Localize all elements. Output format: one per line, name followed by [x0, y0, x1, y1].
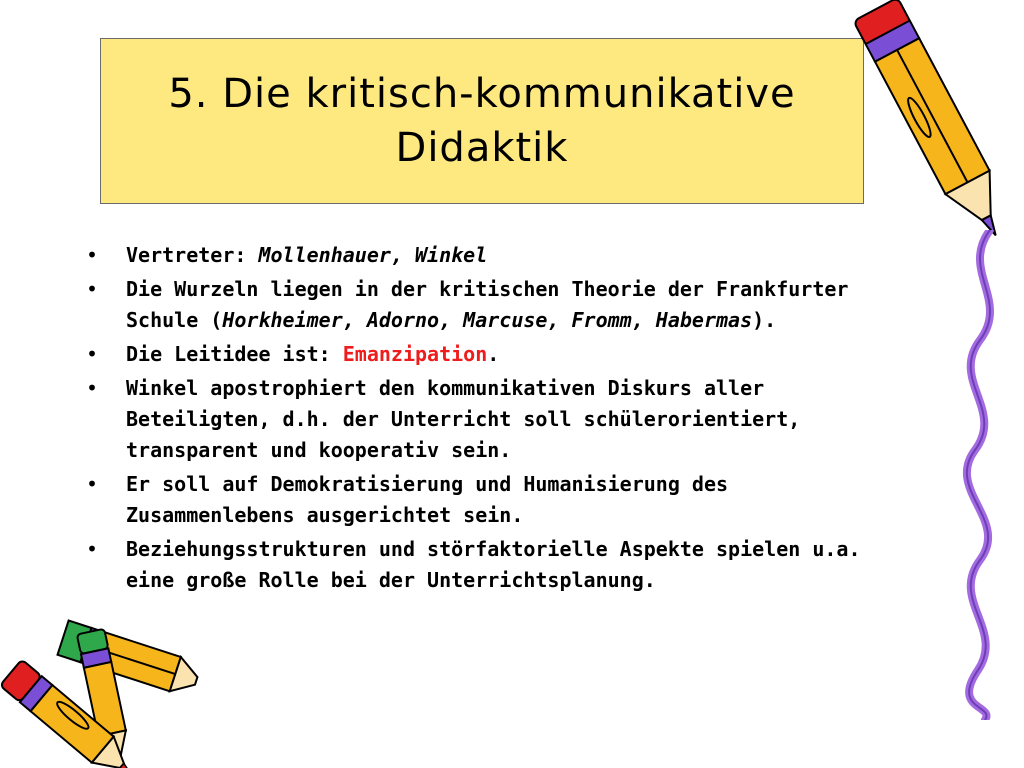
title-line-2: Didaktik [395, 125, 569, 171]
bullet-italic: Horkheimer, Adorno, Marcuse, Fromm, Habermas [222, 308, 753, 332]
title-line-1: 5. Die kritisch-kommunikative [168, 71, 796, 117]
highlight-word: Emanzipation [342, 342, 488, 366]
bullet-dot: • [86, 277, 99, 301]
bullet-dot: • [86, 537, 99, 561]
pencil-top-right-icon [850, 0, 1024, 250]
title-box [100, 38, 864, 204]
bullet-text-end: . [487, 342, 500, 366]
bullet-dot: • [86, 472, 99, 496]
list-item [86, 274, 906, 336]
bullet-text: Er soll auf Demokratisierung und Humanisierung des Zusammenlebens ausgerichtet sein. [126, 472, 729, 527]
bullet-text: Beziehungsstrukturen und störfaktorielle Aspekte spielen u.a. eine große Rolle bei der Unterrichtsplanung. [126, 537, 861, 592]
list-item [86, 373, 906, 466]
list-item [86, 469, 906, 531]
bullet-text: Die Leitidee ist: [126, 342, 343, 366]
bullet-text: Vertreter: [126, 243, 259, 267]
bullet-dot: • [86, 376, 99, 400]
bullet-text-end: ). [752, 308, 777, 332]
bullet-dot: • [86, 342, 99, 366]
bullet-dot: • [86, 243, 99, 267]
squiggle-line-icon [950, 230, 1024, 720]
bullet-list [86, 240, 906, 599]
bullet-text: Die Wurzeln liegen in der kritischen Theorie der Frankfurter Schule ( [126, 277, 849, 332]
pencils-bottom-left-icon [0, 615, 215, 768]
bullet-text: Winkel apostrophiert den kommunikativen Diskurs aller Beteiligten, d.h. der Unterricht soll schülerorientiert, transparent und kooperativ sein. [126, 376, 801, 462]
bullet-italic: Mollenhauer, Winkel [258, 243, 488, 267]
list-item [86, 339, 906, 370]
list-item [86, 240, 906, 271]
list-item [86, 534, 906, 596]
